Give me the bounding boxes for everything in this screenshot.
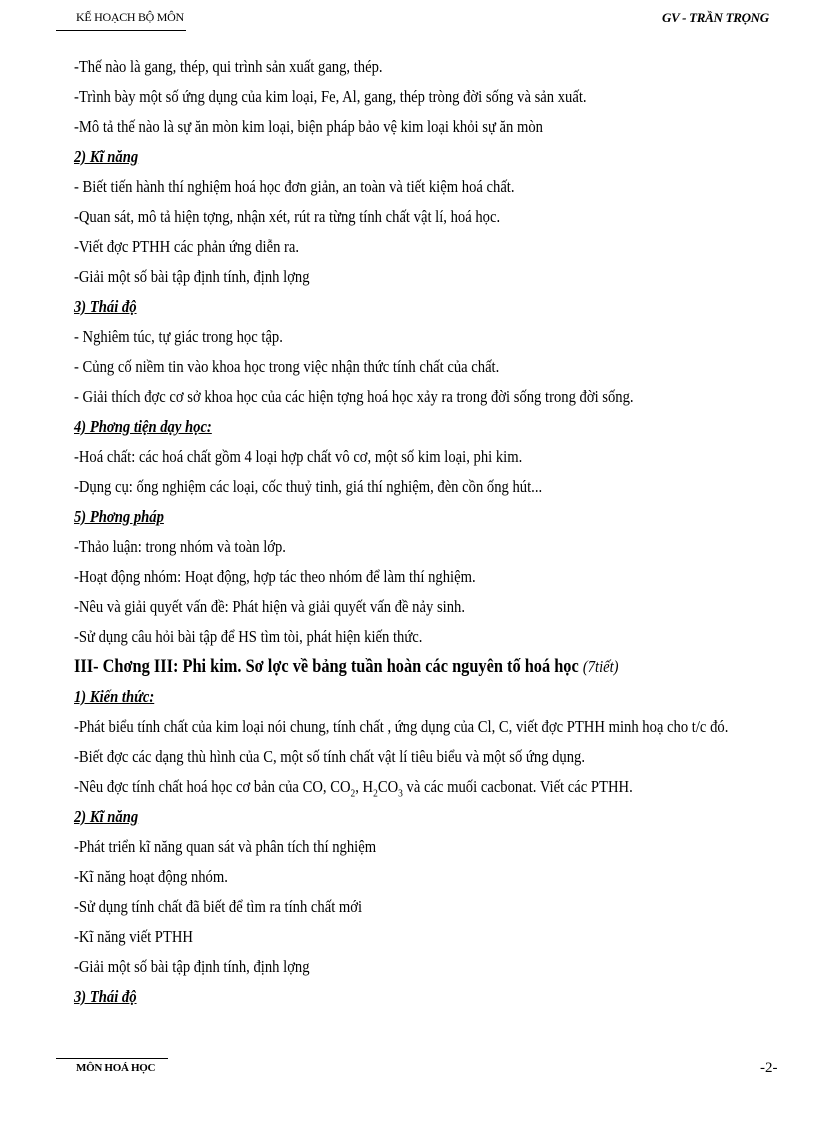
text-line: -Kĩ năng hoạt động nhóm. [74,867,228,886]
h2co3-co: CO [377,777,399,796]
text-line-co2 [74,772,693,802]
section-heading: 2) Kĩ năng [74,807,139,826]
text-line: -Hoạt động nhóm: Hoạt động, hợp tác theo nhóm để làm thí nghiệm. [74,567,476,586]
header-left-text: KẾ HOẠCH BỘ MÔN [76,10,184,24]
text-line: -Quan sát, mô tả hiện tợng, nhận xét, rút ra từng tính chất vật lí, hoá học. [74,207,501,226]
text-line: - Giải thích đợc cơ sở khoa học của các hiện tợng hoá học xảy ra trong đời sống trong đời sống. [74,387,634,406]
section-heading-line [74,982,693,1012]
text-line: -Biết đợc các dạng thù hình của C, một số tính chất vật lí tiêu biểu và một số ứng dụng. [74,747,586,766]
text-line: -Phát biểu tính chất của kim loại nói chung, tính chất , ứng dụng của Cl, C, viết đợc PTHH minh hoạ cho t/c đó. [74,717,729,736]
section-heading-line [74,292,693,322]
text-line: -Phát triển kĩ năng quan sát và phân tích thí nghiệm [74,837,377,856]
text-line: -Trình bày một số ứng dụng của kim loại, Fe, Al, gang, thép tròng đời sống và sản xuất. [74,87,587,106]
section-heading-line [74,142,693,172]
section-heading: 5) Phơng pháp [74,507,164,526]
text-line: - Biết tiến hành thí nghiệm hoá học đơn giản, an toàn và tiết kiệm hoá chất. [74,177,515,196]
text-line: - Nghiêm túc, tự giác trong học tập. [74,327,283,346]
text-line: -Hoá chất: các hoá chất gồm 4 loại hợp chất vô cơ, một số kim loại, phi kim. [74,447,523,466]
chapter-title: III- Chơng III: Phi kim. Sơ lợc về bảng tuần hoàn các nguyên tố hoá học [74,656,579,677]
co2-line-start: -Nêu đợc tính chất hoá học cơ bản của CO, CO [74,777,351,796]
text-line: -Giải một số bài tập định tính, định lợng [74,267,310,286]
text-line: -Thế nào là gang, thép, qui trình sản xuất gang, thép. [74,57,383,76]
h2co3-subscript-h: 2 [373,787,378,800]
text-line: -Sử dụng tính chất đã biết để tìm ra tính chất mới [74,897,363,916]
section-heading-line [74,682,693,712]
text-line: -Sử dụng câu hỏi bài tập để HS tìm tòi, phát hiện kiến thức. [74,627,423,646]
header-right-text: GV - TRẦN TRỌNG [662,10,769,25]
section-heading-line [74,802,693,832]
text-line: - Củng cố niềm tin vào khoa học trong việc nhận thức tính chất của chất. [74,357,500,376]
section-heading-line [74,412,693,442]
section-heading: 4) Phơng tiện dạy học: [74,417,212,436]
footer-rule [56,1058,168,1059]
text-line: -Mô tả thế nào là sự ăn mòn kim loại, biện pháp bảo vệ kim loại khỏi sự ăn mòn [74,117,543,136]
text-line: -Dụng cụ: ống nghiệm các loại, cốc thuỷ tinh, giá thí nghiệm, đèn cồn ống hút... [74,477,543,496]
co2-subscript: 2 [350,787,356,800]
text-line: -Thảo luận: trong nhóm và toàn lớp. [74,537,286,556]
page-number: -2- [760,1060,778,1076]
section-heading: 3) Thái độ [74,987,137,1006]
co2-line-rest: và các muối cacbonat. Viết các PTHH. [402,777,633,796]
text-line: -Viết đợc PTHH các phản ứng diễn ra. [74,237,300,256]
h2co3-h: , H [355,777,374,796]
document-body [74,52,794,1012]
section-heading: 2) Kĩ năng [74,147,139,166]
header-rule [56,30,186,31]
chapter-title-line [74,652,693,682]
chapter-note: (7tiết) [582,657,619,676]
section-heading: 1) Kiến thức: [74,687,155,706]
section-heading: 3) Thái độ [74,297,137,316]
section-heading-line [74,502,693,532]
text-line: -Giải một số bài tập định tính, định lợng [74,957,310,976]
text-line: -Nêu và giải quyết vấn đề: Phát hiện và giải quyết vấn đề nảy sinh. [74,597,465,616]
footer-left-text: MÔN HOÁ HỌC [76,1062,156,1074]
h2co3-subscript-o: 3 [398,787,403,800]
text-line: -Kĩ năng viết PTHH [74,927,193,946]
